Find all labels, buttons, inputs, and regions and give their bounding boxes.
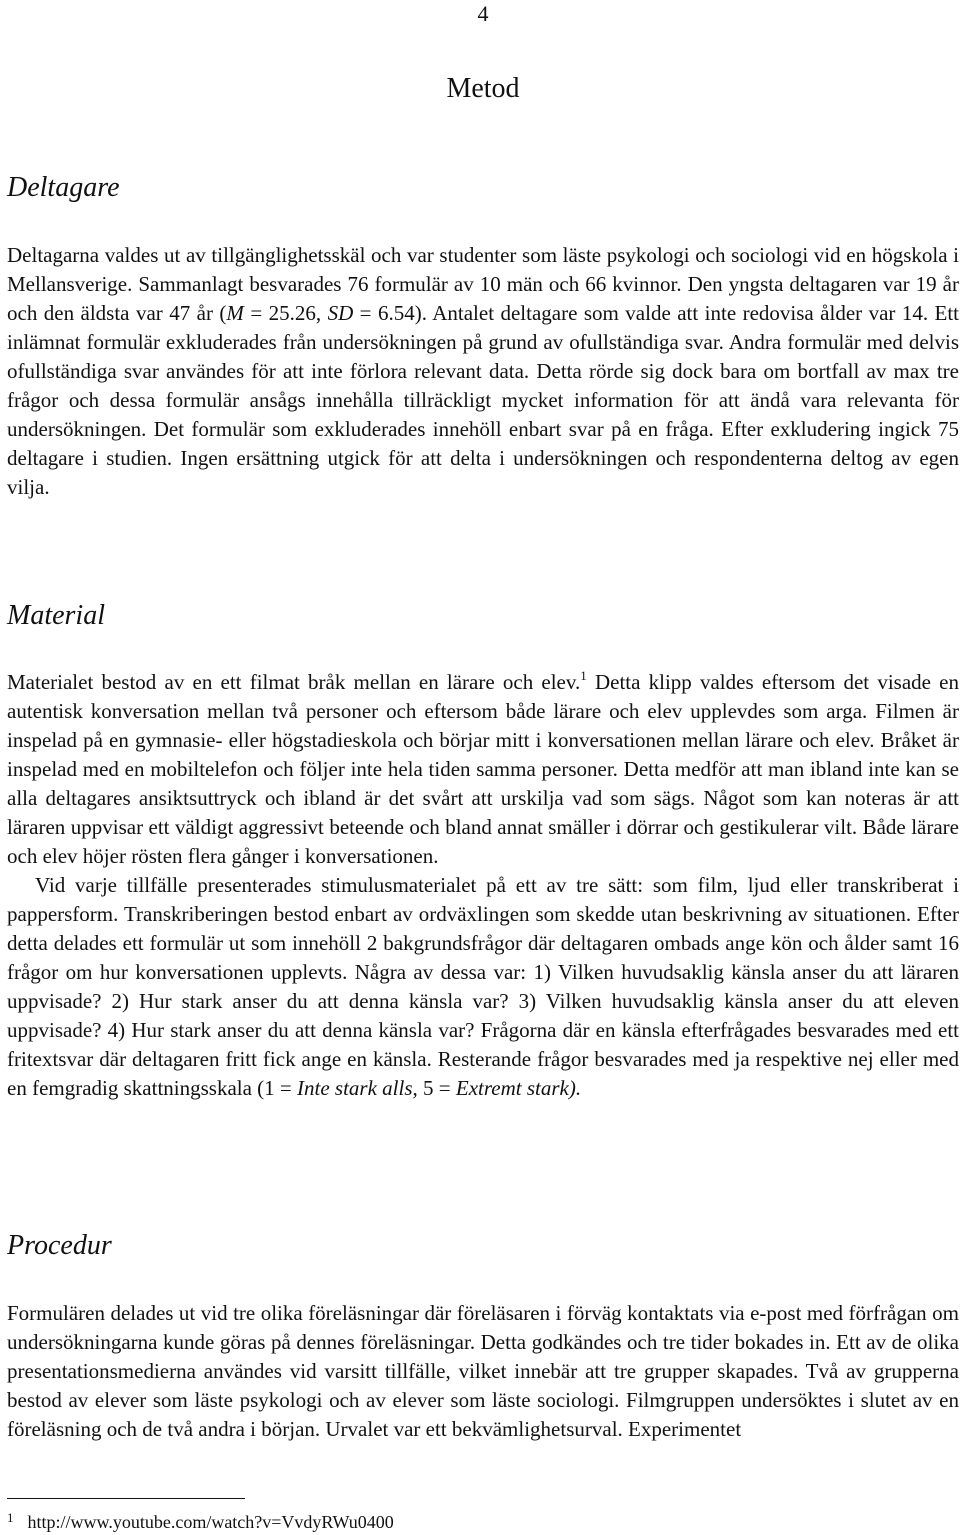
- paragraph-material-2: [7, 871, 959, 1103]
- heading-procedur: Procedur: [7, 1230, 112, 1261]
- footnote-mark: 1: [7, 1510, 14, 1525]
- text-run: Detta klipp valdes eftersom det visade en autentisk konversation mellan två personer och eftersom både lärare och elev upplevdes som arga. Filmen är inspelad på en gymnasie- eller högstadieskola och börjar mitt i konversationen mellan lärare och elev. Bråket är inspelad med en mobiltelefon och följer inte hela tiden samma personer. Detta medför att man ibland inte kan se alla deltagares ansiktsuttryck och ibland är det svårt att urskilja vad som sägs. Något som kan noteras är att läraren uppvisar ett väldigt aggressivt beteende och bland annat smäller i dörrar och gestikulerar vilt. Både lärare och elev höjer rösten flera gånger i konversationen.: [7, 670, 959, 868]
- paragraph-deltagare: [7, 241, 959, 502]
- scale-label-high: Extremt stark).: [455, 1076, 582, 1100]
- text-run: Vid varje tillfälle presenterades stimulusmaterialet på ett av tre sätt: som film, ljud eller transkriberat i pappersform. Transkriberingen bestod enbart av ordväxlingen som skedde utan beskrivning av situationen. Efter detta delades ett formulär ut som innehöll 2 bakgrundsfrågor där deltagaren ombads ange kön och ålder samt 16 frågor om hur konversationen upplevts. Några av dessa var: 1) Vilken huvudsaklig känsla anser du att läraren uppvisade? 2) Hur stark anser du att denna känsla var? 3) Vilken huvudsaklig känsla anser du att eleven uppvisade? 4) Hur stark anser du att denna känsla var? Frågorna där en känsla efterfrågades besvarades med ett fritextsvar där deltagaren fritt fick ange en känsla. Resterande frågor besvarades med ja respektive nej eller med en femgradig skattningsskala (1 =: [7, 873, 959, 1100]
- page-number: 4: [477, 1, 489, 26]
- text-run: = 25.26,: [243, 301, 328, 325]
- heading-deltagare: Deltagare: [7, 172, 120, 203]
- text-run: Deltagarna valdes ut av tillgänglighetsskäl och var studenter som läste psykologi och sociologi vid en högskola i Mellansverige. Sammanlagt besvarades 76 formulär av 10 män och 66 kvinnor. Den yngsta deltagaren var 19 år och den äldsta var 47 år (: [7, 243, 959, 325]
- footnote-link[interactable]: http://www.youtube.com/watch?v=VvdyRWu0400: [27, 1512, 394, 1532]
- scale-label-low: Inte stark alls,: [297, 1076, 418, 1100]
- paragraph-material-1: [7, 668, 959, 871]
- sd-symbol: SD: [327, 301, 354, 325]
- mean-symbol: M: [226, 301, 244, 325]
- text-run: 5 =: [417, 1076, 456, 1100]
- footnote: [7, 1507, 394, 1533]
- page-title: Metod: [446, 73, 520, 104]
- heading-material: Material: [7, 600, 105, 631]
- footnote-divider: [7, 1498, 245, 1499]
- text-run: = 6.54). Antalet deltagare som valde att inte redovisa ålder var 14. Ett inlämnat formulär exkluderades från undersökningen på grund av ofullständiga svar. Andra formulär med delvis ofullständiga svar användes för att inte förlora relevant data. Detta rörde sig dock bara om bortfall av max tre frågor och dessa formulär ansågs innehålla tillräckligt mycket information för att ändå vara relevanta för undersökningen. Det formulär som exkluderades innehöll enbart svar på en fråga. Efter exkludering ingick 75 deltagare i studien. Ingen ersättning utgick för att delta i undersökningen och respondenterna deltog av egen vilja.: [7, 301, 960, 499]
- text-run: Materialet bestod av en ett filmat bråk mellan en lärare och elev.: [7, 670, 581, 694]
- footnote-reference: 1: [580, 668, 587, 683]
- document-page: [7, 0, 959, 1535]
- paragraph-procedur: Formulären delades ut vid tre olika föreläsningar där föreläsaren i förväg kontaktats via e-post med förfrågan om undersökningarna kunde göras på dennes föreläsningar. Detta godkändes och tre tider bokades in. Ett av de olika presentationsmedierna användes vid varsitt tillfälle, vilket innebär att tre grupper skapades. Två av grupperna bestod av elever som läste psykologi och av elever som läste sociologi. Filmgruppen undersöktes i slutet av en föreläsning och de två andra i början. Urvalet var ett bekvämlighetsurval. Experimentet: [7, 1301, 959, 1441]
